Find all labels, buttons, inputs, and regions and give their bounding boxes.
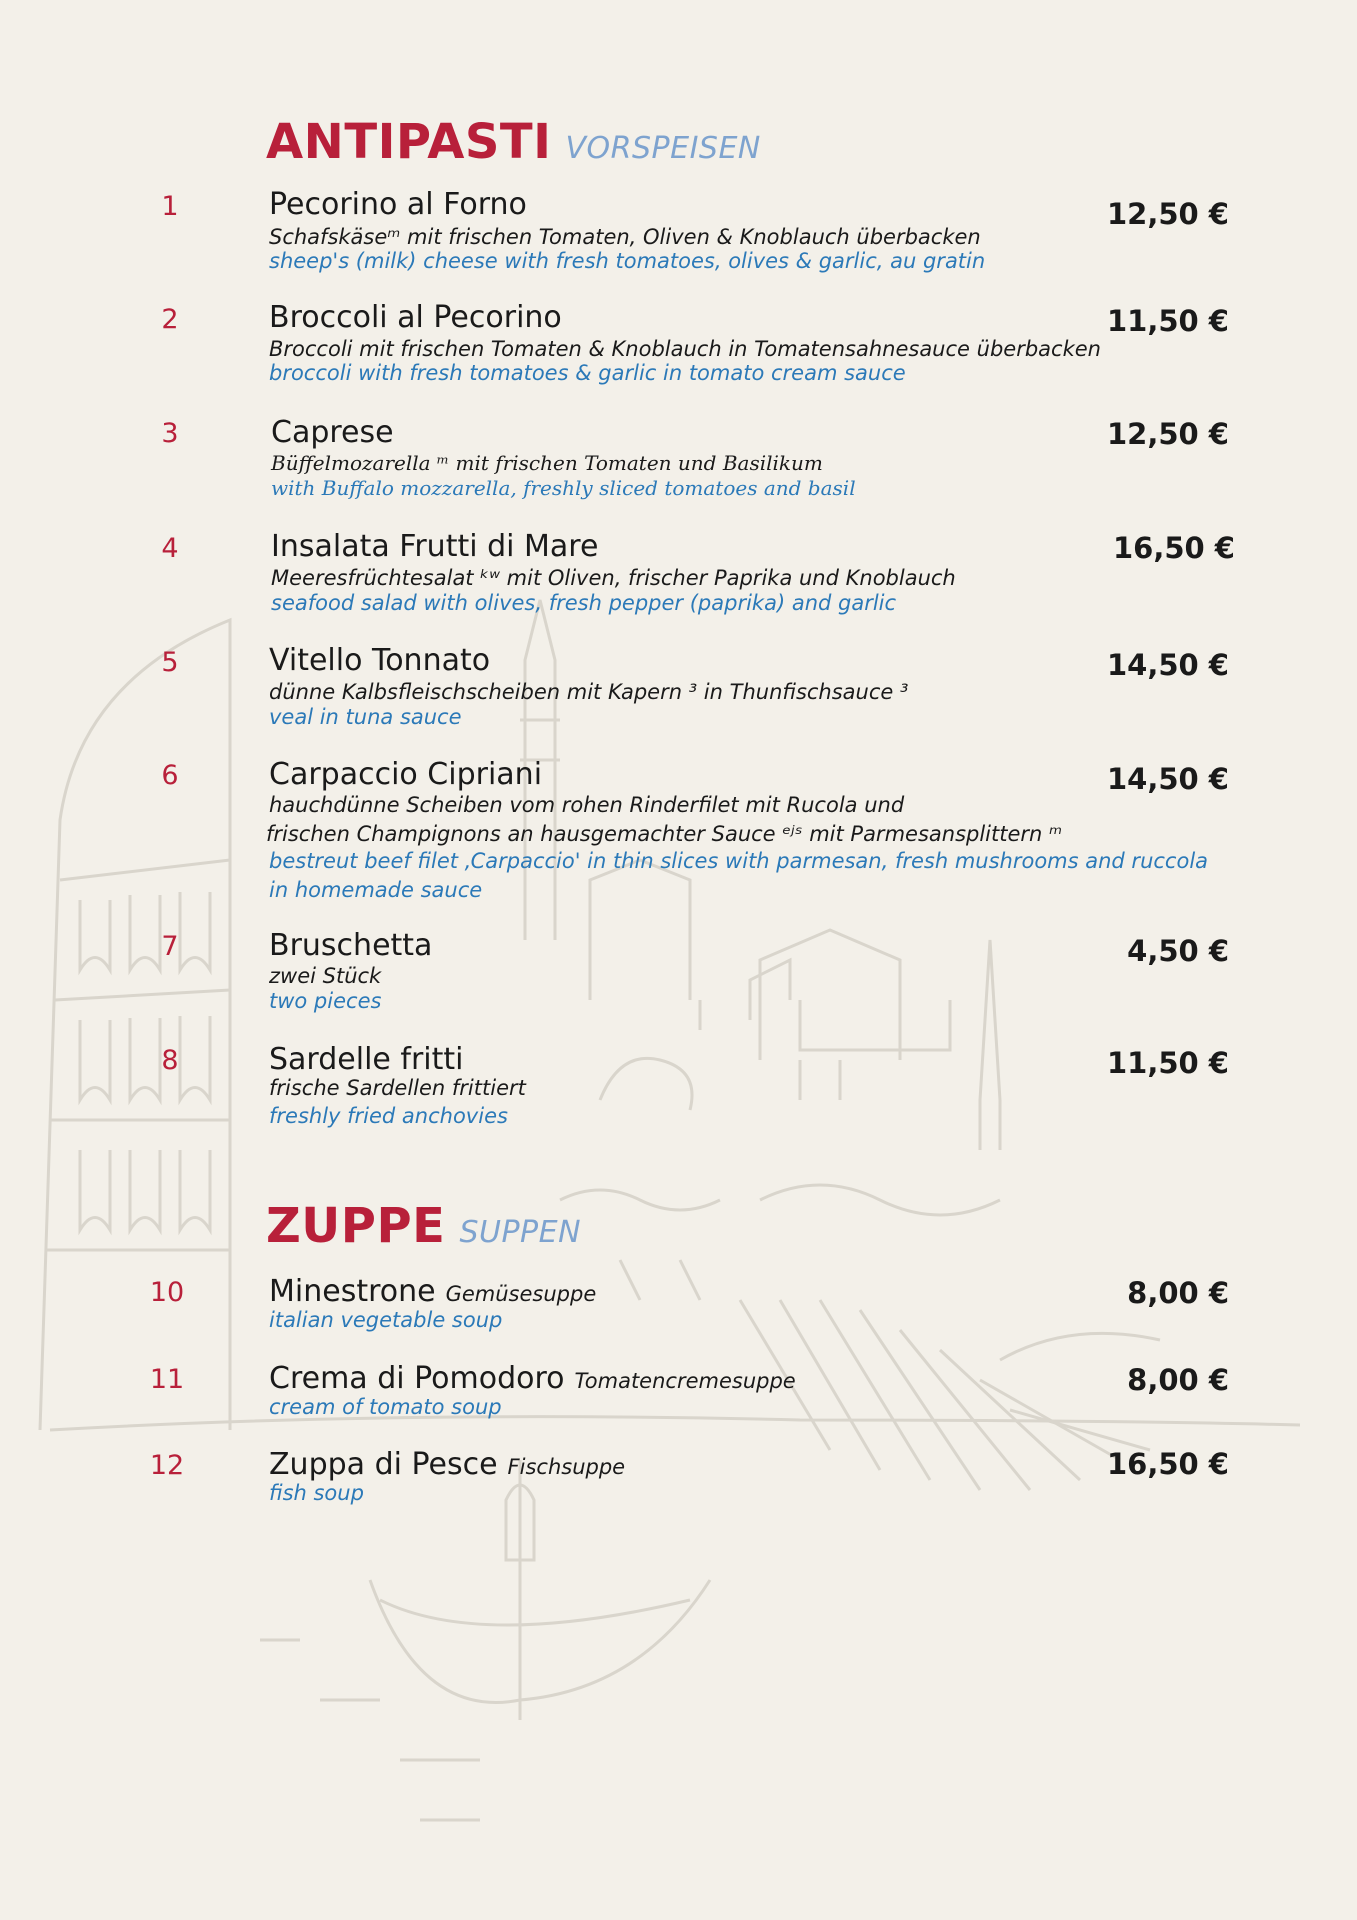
item-name xyxy=(269,1447,626,1482)
item-description-en-line2: in homemade sauce xyxy=(269,878,483,902)
colosseum-illustration xyxy=(40,620,230,1430)
item-name-text: Crema di Pomodoro xyxy=(269,1361,565,1396)
item-name: Insalata Frutti di Mare xyxy=(271,529,599,564)
item-description-de: Fischsuppe xyxy=(507,1455,626,1479)
item-description-de: Meeresfrüchtesalat ᵏʷ mit Oliven, frischer Paprika und Knoblauch xyxy=(271,566,956,590)
item-name-text: Minestrone xyxy=(269,1274,436,1309)
item-name xyxy=(269,1361,796,1396)
item-description-en: veal in tuna sauce xyxy=(269,705,462,729)
item-price: 4,50 € xyxy=(1127,934,1229,968)
item-name: Caprese xyxy=(271,415,394,450)
venice-illustration xyxy=(50,600,1300,1490)
item-name: Carpaccio Cipriani xyxy=(269,757,543,792)
item-price: 16,50 € xyxy=(1112,531,1235,565)
item-price: 8,00 € xyxy=(1127,1363,1229,1397)
item-description-de: dünne Kalbsfleischscheiben mit Kapern ³ in Thunfischsauce ³ xyxy=(269,680,909,704)
item-number: 6 xyxy=(161,760,179,791)
item-number: 3 xyxy=(161,418,179,449)
item-number: 1 xyxy=(161,191,179,222)
item-description-en: two pieces xyxy=(269,989,382,1013)
item-price: 12,50 € xyxy=(1106,197,1229,231)
item-number: 7 xyxy=(161,931,179,962)
item-number: 2 xyxy=(161,304,179,335)
item-price: 12,50 € xyxy=(1106,417,1229,451)
item-description-de-line2: frischen Champignons an hausgemachter Sauce ᵉʲˢ mit Parmesansplittern ᵐ xyxy=(266,822,1063,846)
item-number: 8 xyxy=(161,1045,179,1076)
item-number: 10 xyxy=(149,1277,185,1308)
item-price: 14,50 € xyxy=(1106,648,1229,682)
item-description-en: bestreut beef filet ‚Carpaccio' in thin slices with parmesan, fresh mushrooms and ruccola xyxy=(269,849,1209,873)
item-name xyxy=(269,1274,597,1309)
item-description-en: seafood salad with olives, fresh pepper (paprika) and garlic xyxy=(271,591,897,615)
zuppe-title: ZUPPE xyxy=(266,1198,446,1254)
item-number: 11 xyxy=(149,1364,185,1395)
item-name: Bruschetta xyxy=(269,928,433,963)
item-description-de: Gemüsesuppe xyxy=(445,1282,597,1306)
item-description-de: Schafskäseᵐ mit frischen Tomaten, Oliven & Knoblauch überbacken xyxy=(269,225,981,249)
item-price: 11,50 € xyxy=(1106,1046,1229,1080)
item-price: 8,00 € xyxy=(1127,1276,1229,1310)
item-description-de: Tomatencremesuppe xyxy=(574,1369,796,1393)
antipasti-subtitle: VORSPEISEN xyxy=(565,131,761,166)
item-name: Broccoli al Pecorino xyxy=(269,300,562,335)
item-description-de: frische Sardellen frittiert xyxy=(269,1076,526,1100)
item-price: 14,50 € xyxy=(1106,762,1229,796)
item-name: Vitello Tonnato xyxy=(269,643,491,678)
item-number: 4 xyxy=(161,533,179,564)
item-description-en: italian vegetable soup xyxy=(269,1308,503,1332)
item-number: 5 xyxy=(161,647,179,678)
item-name-text: Zuppa di Pesce xyxy=(269,1447,498,1482)
item-price: 11,50 € xyxy=(1106,304,1229,338)
item-price: 16,50 € xyxy=(1106,1447,1229,1481)
item-description-de: zwei Stück xyxy=(269,964,382,988)
antipasti-title: ANTIPASTI xyxy=(266,114,552,170)
zuppe-heading xyxy=(266,1198,582,1254)
item-description-en: fish soup xyxy=(269,1481,364,1505)
item-description-en: freshly fried anchovies xyxy=(269,1104,508,1128)
item-description-en: with Buffalo mozzarella, freshly sliced tomatoes and basil xyxy=(271,476,856,500)
item-number: 12 xyxy=(149,1450,185,1481)
item-name: Sardelle fritti xyxy=(269,1042,464,1077)
item-description-en: broccoli with fresh tomatoes & garlic in tomato cream sauce xyxy=(269,361,906,385)
item-description-en: sheep's (milk) cheese with fresh tomatoes, olives & garlic, au gratin xyxy=(269,249,986,273)
item-description-de: Broccoli mit frischen Tomaten & Knoblauch in Tomatensahnesauce überbacken xyxy=(269,337,1101,361)
item-name: Pecorino al Forno xyxy=(269,187,527,222)
item-description-de: hauchdünne Scheiben vom rohen Rinderfilet mit Rucola und xyxy=(269,793,905,817)
item-description-en: cream of tomato soup xyxy=(269,1395,502,1419)
antipasti-heading xyxy=(266,114,761,170)
item-description-de: Büffelmozarella ᵐ mit frischen Tomaten und Basilikum xyxy=(271,451,823,475)
zuppe-subtitle: SUPPEN xyxy=(459,1215,582,1250)
gondola-illustration xyxy=(260,1460,710,1820)
